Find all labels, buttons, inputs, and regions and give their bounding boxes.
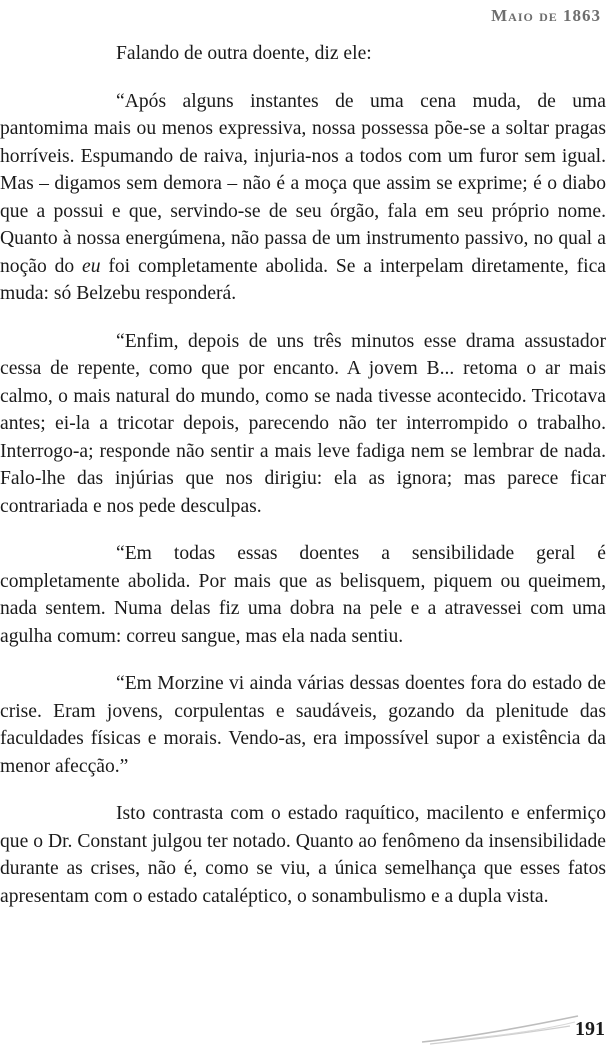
page-number: 191 — [575, 1018, 605, 1040]
swoosh-ornament-icon — [420, 1008, 580, 1048]
paragraph-1-text-b: foi completamente abolida. Se a interpelam diretamente, fica muda: só Belzebu responderá. — [0, 255, 606, 304]
paragraph-intro: Falando de outra doente, diz ele: — [116, 43, 372, 64]
paragraph-4: “Em Morzine vi ainda várias dessas doentes fora do estado de crise. Eram jovens, corpulentas e saudáveis, gozando da plenitude das faculdades físicas e morais. Vendo-as, era impossível supor a existência da menor afecção.” — [0, 673, 606, 777]
paragraph-1-italic-word: eu — [82, 255, 101, 277]
paragraph-2: “Enfim, depois de uns três minutos esse drama assustador cessa de repente, como que por encanto. A jovem B... retoma o ar mais calmo, o mais natural do mundo, como se nada tivesse acontecido. Tricotava antes; ei-la a tricotar depois, parecendo não ter interrompido o trabalho. Interrogo-a; responde não sentir a mais leve fadiga nem se lembrar de nada. Falo-lhe das injúrias que nos dirigiu: ela as ignora; mas parece ficar contrariada e nos pede desculpas. — [0, 330, 606, 517]
running-header: Maio de 1863 — [491, 6, 601, 25]
paragraph-1 — [0, 88, 606, 308]
paragraph-5: Isto contrasta com o estado raquítico, macilento e enfermiço que o Dr. Constant julgou ter notado. Quanto ao fenômeno da insensibilidade durante as crises, não é, como se viu, a única semelhança que esses fatos apresentam com o estado cataléptico, o sonambulismo e a dupla vista. — [0, 803, 606, 907]
paragraph-3: “Em todas essas doentes a sensibilidade geral é completamente abolida. Por mais que as belisquem, piquem ou queimem, nada sentem. Numa delas fiz uma dobra na pele e a atravessei com uma agulha comum: correu sangue, mas ela nada sentiu. — [0, 543, 606, 647]
paragraph-1-text-a: “Após alguns instantes de uma cena muda, de uma pantomima mais ou menos expressiva, nossa possessa põe-se a soltar pragas horríveis. Espumando de raiva, injuria-nos a todos com um furor sem igual. Mas – digamos sem demora – não é a moça que assim se exprime; é o diabo que a possui e que, servindo-se de seu órgão, fala em seu próprio nome. Quanto à nossa energúmena, não passa de um instrumento passivo, no qual a noção do — [0, 90, 606, 277]
page-body — [0, 40, 606, 910]
